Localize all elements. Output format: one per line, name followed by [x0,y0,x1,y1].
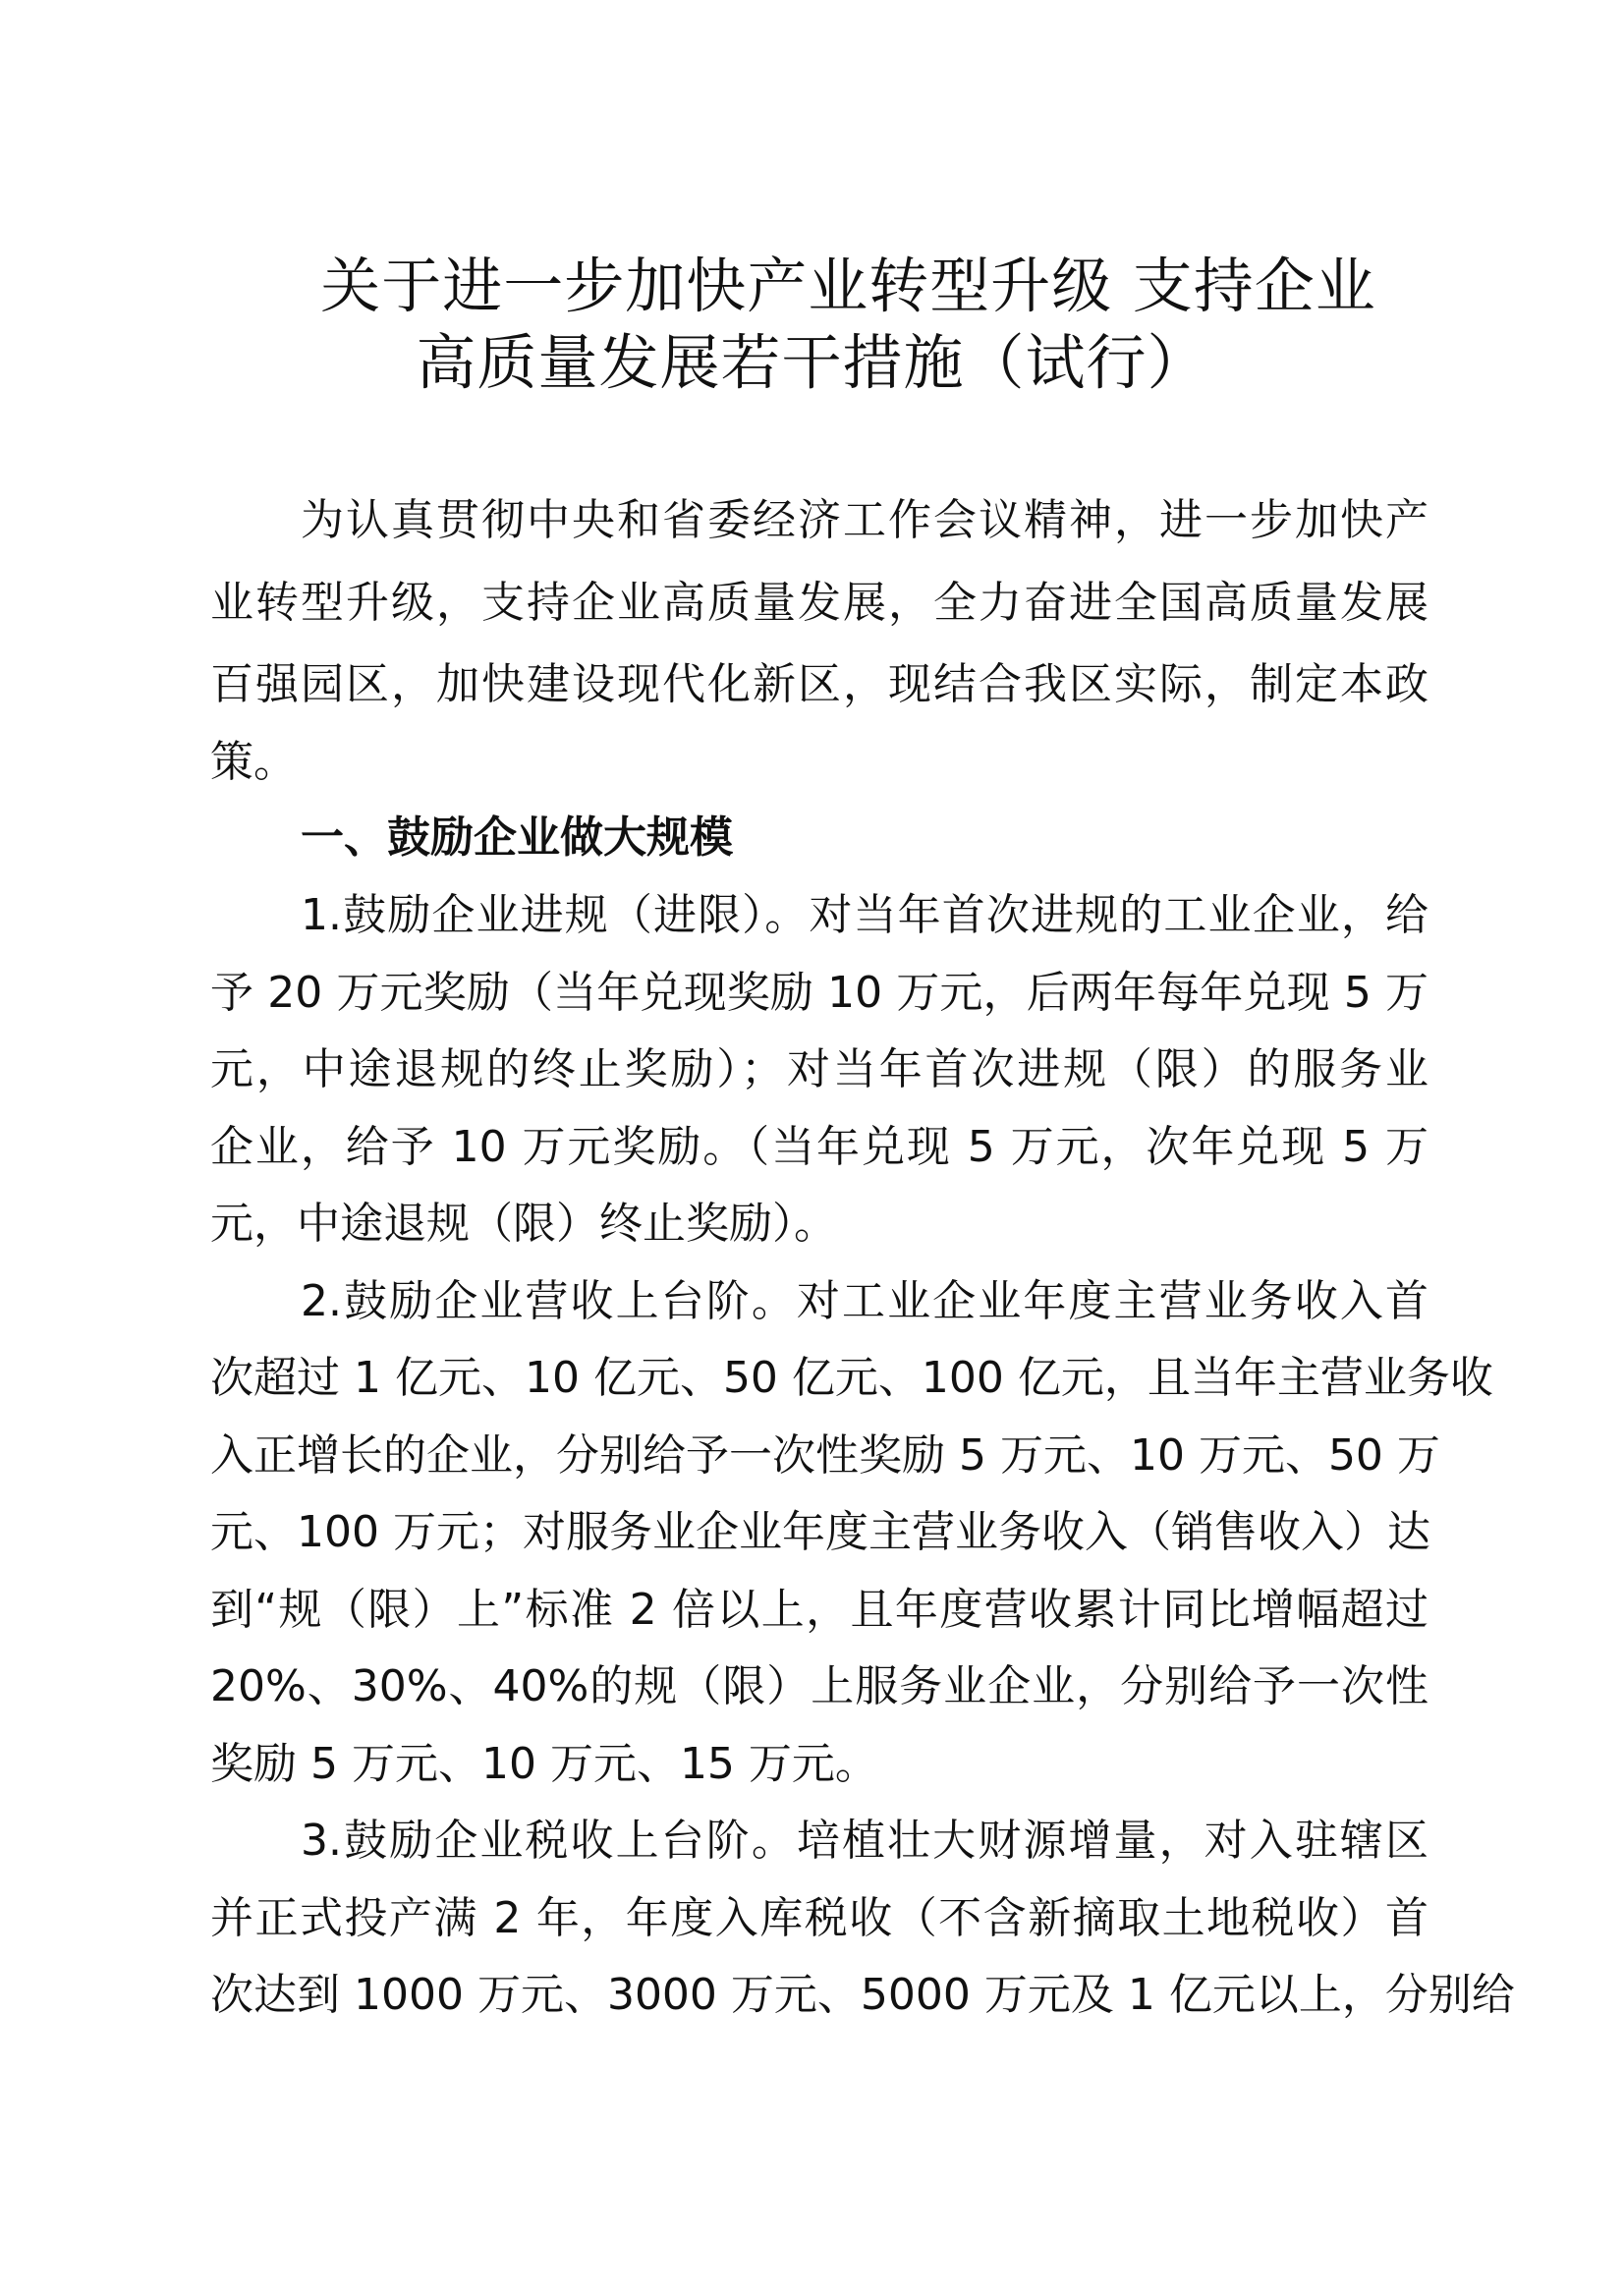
article-1-line: 元，中途退规的终止奖励）；对当年首次进规（限）的服务业 [210,1044,1428,1094]
section-heading: 一、鼓励企业做大规模 [301,812,733,863]
article-3-line: 次达到 1000 万元、3000 万元、5000 万元及 1 亿元以上，分别给 [210,1970,1515,2020]
intro-line: 为认真贯彻中央和省委经济工作会议精神，进一步加快产 [301,495,1428,545]
article-2-line: 20%、30%、40%的规（限）上服务业企业，分别给予一次性 [210,1661,1428,1711]
article-2-line: 奖励 5 万元、10 万元、15 万元。 [210,1739,878,1789]
article-1-line: 予 20 万元奖励（当年兑现奖励 10 万元，后两年每年兑现 5 万 [210,968,1428,1018]
article-2-line: 次超过 1 亿元、10 亿元、50 亿元、100 亿元，且当年主营业务收 [210,1353,1493,1403]
article-1-line: 元，中途退规（限）终止奖励）。 [210,1199,837,1249]
article-1-line: 企业，给予 10 万元奖励。（当年兑现 5 万元，次年兑现 5 万 [210,1122,1428,1172]
intro-line: 业转型升级，支持企业高质量发展，全力奋进全国高质量发展 [210,578,1428,628]
intro-line: 百强园区，加快建设现代化新区，现结合我区实际，制定本政 [210,659,1428,709]
article-2-line: 到“规（限）上”标准 2 倍以上，且年度营收累计同比增幅超过 [210,1585,1428,1635]
article-3-line: 并正式投产满 2 年，年度入库税收（不含新摘取土地税收）首 [210,1893,1428,1943]
intro-line: 策。 [210,737,297,787]
article-2-line: 元、100 万元；对服务业企业年度主营业务收入（销售收入）达 [210,1507,1430,1557]
document-title-line-2: 高质量发展若干措施（试行） [416,328,1208,398]
article-2-line: 2.鼓励企业营收上台阶。对工业企业年度主营业务收入首 [301,1276,1428,1326]
document-title-line-1: 关于进一步加快产业转型升级 支持企业 [320,252,1376,321]
article-2-line: 入正增长的企业，分别给予一次性奖励 5 万元、10 万元、50 万 [210,1430,1440,1481]
article-1-line: 1.鼓励企业进规（进限）。对当年首次进规的工业企业，给 [301,890,1428,940]
article-3-line: 3.鼓励企业税收上台阶。培植壮大财源增量，对入驻辖区 [301,1816,1428,1866]
